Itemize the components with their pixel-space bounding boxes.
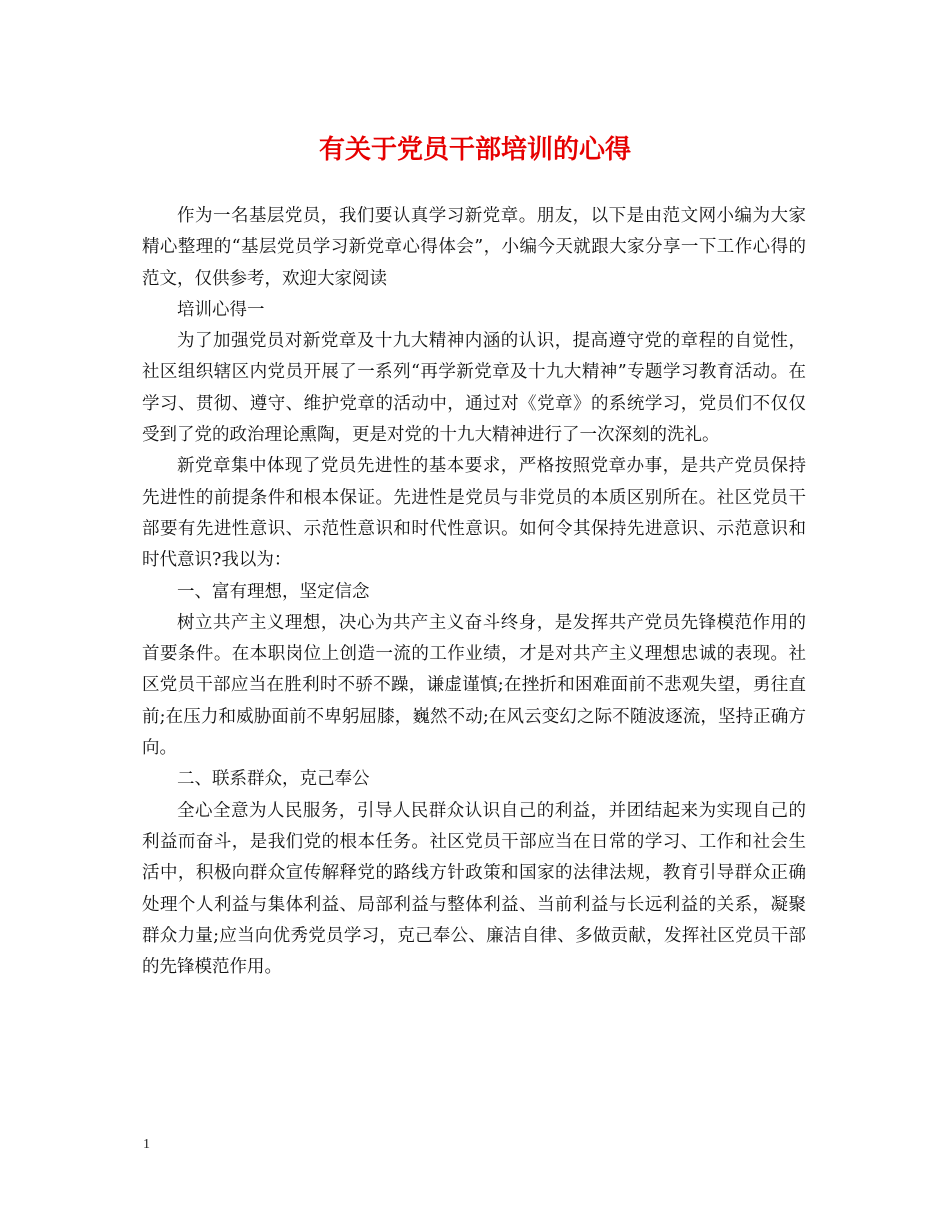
subheading-ideals: 一、富有理想，坚定信念 [177,581,370,602]
paragraph-advanced-nature: 新党章集中体现了党员先进性的基本要求，严格按照党章办事，是共产党员保持先进性的前提条件和根本保证。先进性是党员与非党员的本质区别所在。社区党员干部要有先进性意识、示范性意识和时代性意识。如何令其保持先进意识、示范意识和时代意识?我以为： [142,456,806,571]
document-body [142,201,806,983]
subheading-masses: 二、联系群众，克己奉公 [177,769,370,790]
document-title: 有关于党员干部培训的心得 [318,135,631,165]
page-number: 1 [143,1137,150,1152]
paragraph-ideals: 树立共产主义理想，决心为共产主义奋斗终身，是发挥共产党员先锋模范作用的首要条件。在本职岗位上创造一流的工作业绩，才是对共产主义理想忠诚的表现。社区党员干部应当在胜利时不骄不躁，谦虚谨慎;在挫折和困难面前不悲观失望，勇往直前;在压力和威胁面前不卑躬屈膝，巍然不动;在风云变幻之际不随波逐流，坚持正确方向。 [142,612,806,759]
paragraph-study-activity: 为了加强党员对新党章及十九大精神内涵的认识，提高遵守党的章程的自觉性，社区组织辖区内党员开展了一系列“再学新党章及十九大精神”专题学习教育活动。在学习、贯彻、遵守、维护党章的活动中，通过对《党章》的系统学习，党员们不仅仅受到了党的政治理论熏陶，更是对党的十九大精神进行了一次深刻的洗礼。 [142,331,806,446]
paragraph-intro: 作为一名基层党员，我们要认真学习新党章。朋友，以下是由范文网小编为大家精心整理的“基层党员学习新党章心得体会”，小编今天就跟大家分享一下工作心得的范文，仅供参考，欢迎大家阅读 [142,206,806,289]
section-heading-experience-one: 培训心得一 [177,299,265,320]
paragraph-masses: 全心全意为人民服务，引导人民群众认识自己的利益，并团结起来为实现自己的利益而奋斗，是我们党的根本任务。社区党员干部应当在日常的学习、工作和社会生活中，积极向群众宣传解释党的路线方针政策和国家的法律法规，教育引导群众正确处理个人利益与集体利益、局部利益与整体利益、当前利益与长远利益的关系，凝聚群众力量;应当向优秀党员学习，克己奉公、廉洁自律、多做贡献，发挥社区党员干部的先锋模范作用。 [142,800,806,978]
